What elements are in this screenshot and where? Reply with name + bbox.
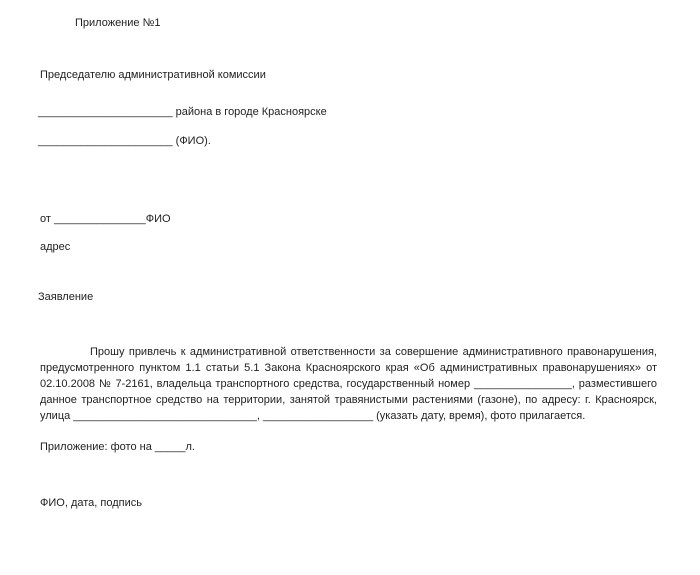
body-text-3: , (256, 410, 263, 422)
attachment-suffix: л. (185, 441, 195, 453)
signature-line: ФИО, дата, подпись (40, 497, 142, 509)
body-text-1: Прошу привлечь к административной ответственности за совершение административного правонарушения, предусмотренного пунктом 1.1 статьи 5.1 Закона Красноярского края «Об административных правонарушениях» от 02.10.2008 № 7-2161, владельца транспортного средства, государственный номер (40, 346, 657, 390)
document-title: Заявление (38, 291, 94, 303)
street-blank-field: ______________________________ (73, 410, 257, 422)
addressee-fio-line (38, 134, 211, 148)
fio-blank-field: ______________________ (38, 135, 173, 147)
attachment-line (40, 440, 195, 454)
body-text-2: , разместившего данное транспортное средство на территории, занятой травянистыми растениями (газоне), по адресу: г. Красноярск, улица (40, 378, 657, 422)
appendix-label: Приложение №1 (75, 17, 161, 29)
fio-text: (ФИО). (172, 135, 211, 147)
datetime-blank-field: __________________ (262, 410, 374, 422)
address-label: адрес (40, 241, 71, 253)
from-prefix: от (40, 213, 54, 225)
addressee-district-line (38, 105, 327, 119)
from-fio-text: ФИО (145, 213, 171, 225)
district-blank-field: ______________________ (38, 106, 173, 118)
from-line (40, 212, 171, 226)
body-paragraph (40, 344, 657, 424)
from-blank-field: _______________ (53, 213, 146, 225)
addressee-title: Председателю административной комиссии (40, 69, 266, 81)
body-text-4: (указать дату, время), фото прилагается. (373, 410, 586, 422)
sheets-blank-field: _____ (154, 441, 186, 453)
attachment-prefix: Приложение: фото на (40, 441, 155, 453)
district-text: района в городе Красноярске (172, 106, 327, 118)
plate-number-blank-field: ________________ (473, 378, 572, 390)
